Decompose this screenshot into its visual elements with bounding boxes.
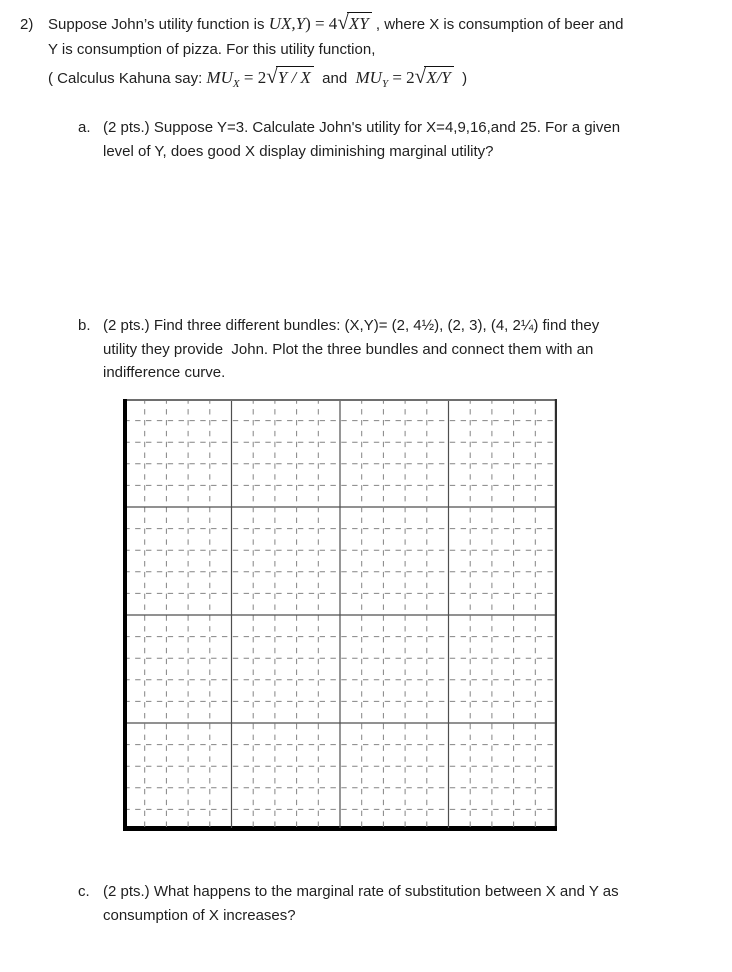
part-c-text-1: (2 pts.) What happens to the marginal rate of substitution between X and Y as [103, 883, 619, 900]
part-b-line-3 [103, 362, 225, 383]
and-text: and [313, 70, 356, 87]
sqrt-radical-xy [337, 10, 371, 34]
part-c-text-2: consumption of X increases? [103, 907, 296, 924]
graph-paper [123, 399, 557, 831]
radicand-y-over-x: Y / X [276, 66, 314, 87]
radical-sign: √ [337, 10, 349, 34]
calculus-kahuna-text: ( Calculus Kahuna say: [48, 70, 207, 87]
question-2-line-1 [20, 12, 624, 35]
mu-y-base: MU [355, 68, 382, 87]
graph-grid-svg [123, 399, 557, 831]
radicand-x-over-y: X/Y [424, 66, 454, 87]
part-b-line-1 [78, 315, 599, 336]
sqrt-radical-x-over-y [414, 64, 454, 88]
part-a-line-2 [103, 141, 494, 162]
mu-x-base: MU [206, 68, 233, 87]
intro-text-after-math: , where X is consumption of beer and [371, 16, 624, 33]
utility-function-expression: UX,Y [268, 14, 306, 33]
marginal-utility-x [206, 68, 240, 90]
question-2-line-2 [48, 39, 375, 60]
radical-sign: √ [266, 64, 278, 88]
part-b-text-2: utility they provide John. Plot the three bundles and connect them with an [103, 341, 594, 358]
part-c-line-2 [103, 905, 296, 926]
part-b-text-1: (2 pts.) Find three different bundles: (X,Y)= (2, 4½), (2, 3), (4, 2¼) find they [103, 317, 600, 334]
question-2-line-3 [48, 66, 467, 89]
mu-y-subscript: Y [381, 78, 389, 90]
mu-y-equals: = 2 [388, 68, 415, 87]
part-c-label: c. [78, 883, 90, 900]
utility-function-equals: ) = 4 [305, 14, 338, 33]
part-b-line-2 [103, 339, 593, 360]
part-c-line-1 [78, 881, 619, 902]
part-a-label: a. [78, 119, 91, 136]
intro-text-before-math: Suppose John’s utility function is [48, 16, 269, 33]
part-b-label: b. [78, 317, 91, 334]
sqrt-radical-y-over-x [266, 64, 314, 88]
question-number: 2) [20, 16, 34, 33]
mu-x-subscript: X [232, 78, 240, 90]
part-a-text-1: (2 pts.) Suppose Y=3. Calculate John's utility for X=4,9,16,and 25. For a given [103, 119, 621, 136]
intro-text-line-2: Y is consumption of pizza. For this utility function, [48, 41, 376, 58]
part-a-text-2: level of Y, does good X display diminishing marginal utility? [103, 143, 494, 160]
part-a-line-1 [78, 117, 620, 138]
radical-sign: √ [414, 64, 427, 88]
marginal-utility-y [355, 68, 389, 90]
radicand-xy: XY [347, 12, 372, 33]
mu-x-equals: = 2 [239, 68, 267, 87]
closing-paren-text: ) [453, 70, 468, 87]
part-b-text-3: indifference curve. [103, 364, 226, 381]
